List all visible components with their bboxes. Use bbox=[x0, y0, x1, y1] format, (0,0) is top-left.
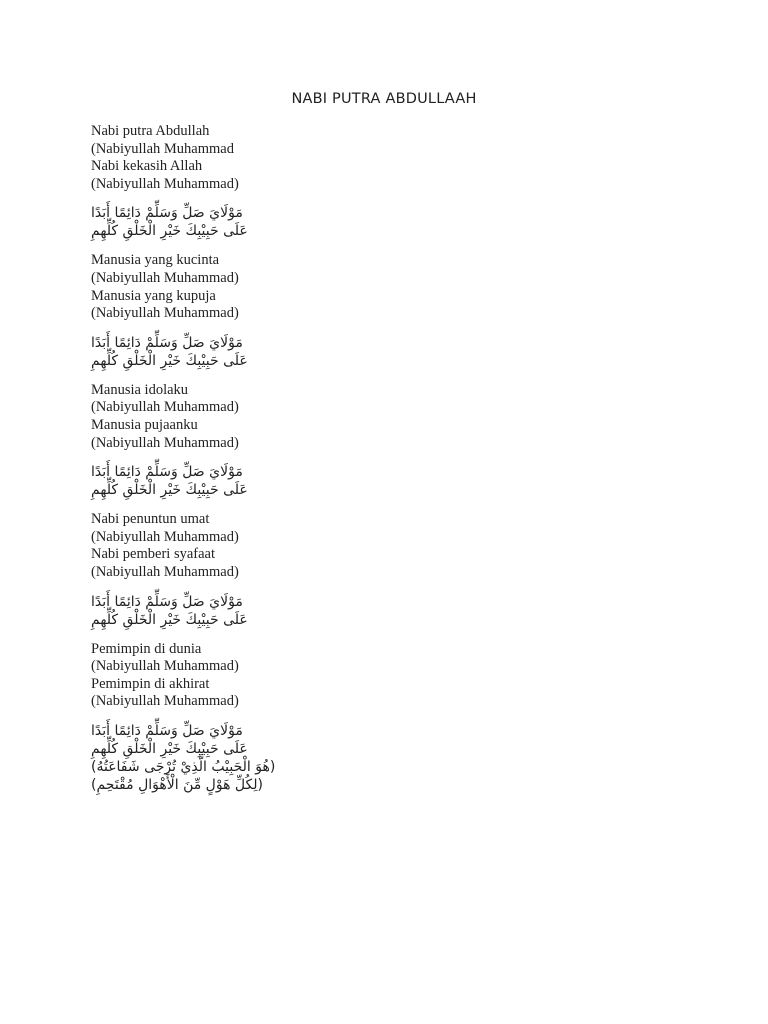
lyric-line: Manusia yang kucinta bbox=[91, 252, 220, 269]
arabic-line: (لِكُلِّ هَوْلٍ مِّنَ الْأَهْوَالِ مُقْتَحِمِ) bbox=[91, 776, 263, 793]
lyric-line: (Nabiyullah Muhammad) bbox=[91, 693, 239, 710]
lyric-line: Manusia yang kupuja bbox=[91, 287, 216, 304]
lyric-line: (Nabiyullah Muhammad) bbox=[91, 399, 239, 416]
arabic-refrain-1 bbox=[91, 204, 261, 240]
lyric-line: (Nabiyullah Muhammad) bbox=[91, 434, 239, 451]
arabic-line: عَلَى حَبِيْبِكَ خَيْرِ الْخَلْقِ كُلِّهِمِ bbox=[91, 223, 248, 240]
arabic-line: مَوْلَايَ صَلِّ وَسَلِّمْ دَائِمًا أَبَدًا bbox=[91, 722, 243, 739]
lyric-line: Pemimpin di dunia bbox=[91, 640, 202, 657]
lyric-line: (Nabiyullah Muhammad) bbox=[91, 563, 239, 580]
lyric-line: Nabi kekasih Allah bbox=[91, 158, 203, 175]
lyric-line: Manusia idolaku bbox=[91, 381, 189, 398]
lyric-line: (Nabiyullah Muhammad) bbox=[91, 658, 239, 675]
stanza-5 bbox=[91, 641, 511, 711]
lyric-line: (Nabiyullah Muhammad) bbox=[91, 175, 239, 192]
arabic-refrain-2 bbox=[91, 334, 261, 370]
lyric-line: Manusia pujaanku bbox=[91, 416, 198, 433]
arabic-refrain-5 bbox=[91, 722, 291, 794]
arabic-refrain-3 bbox=[91, 463, 261, 499]
lyric-line: (Nabiyullah Muhammad) bbox=[91, 528, 239, 545]
lyric-line: Nabi pemberi syafaat bbox=[91, 546, 216, 563]
arabic-line: عَلَى حَبِيْبِكَ خَيْرِ الْخَلْقِ كُلِّهِمِ bbox=[91, 740, 248, 757]
arabic-line: مَوْلَايَ صَلِّ وَسَلِّمْ دَائِمًا أَبَدًا bbox=[91, 593, 243, 610]
lyric-line: (Nabiyullah Muhammad) bbox=[91, 305, 239, 322]
lyric-line: (Nabiyullah Muhammad bbox=[91, 140, 234, 157]
lyric-line: Nabi putra Abdullah bbox=[91, 123, 210, 139]
lyric-line: Nabi penuntun umat bbox=[91, 511, 210, 528]
arabic-refrain-4 bbox=[91, 593, 261, 629]
stanza-3 bbox=[91, 382, 511, 452]
stanza-2 bbox=[91, 252, 511, 322]
arabic-line: مَوْلَايَ صَلِّ وَسَلِّمْ دَائِمًا أَبَدًا bbox=[91, 334, 243, 351]
arabic-line: (هُوَ الْحَبِيْبُ الَّذِيْ تُرْجَى شَفَاعَتُهُ) bbox=[91, 758, 276, 775]
stanza-4 bbox=[91, 511, 511, 581]
lyric-line: (Nabiyullah Muhammad) bbox=[91, 269, 239, 286]
page-title: NABI PUTRA ABDULLAAH bbox=[291, 91, 477, 107]
stanza-1 bbox=[91, 123, 511, 193]
song-lyrics bbox=[91, 123, 511, 806]
arabic-line: عَلَى حَبِيْبِكَ خَيْرِ الْخَلْقِ كُلِّهِمِ bbox=[91, 482, 248, 499]
arabic-line: عَلَى حَبِيْبِكَ خَيْرِ الْخَلْقِ كُلِّهِمِ bbox=[91, 352, 248, 369]
lyric-line: Pemimpin di akhirat bbox=[91, 675, 210, 692]
arabic-line: مَوْلَايَ صَلِّ وَسَلِّمْ دَائِمًا أَبَدًا bbox=[91, 464, 243, 481]
arabic-line: عَلَى حَبِيْبِكَ خَيْرِ الْخَلْقِ كُلِّهِمِ bbox=[91, 611, 248, 628]
arabic-line: مَوْلَايَ صَلِّ وَسَلِّمْ دَائِمًا أَبَدًا bbox=[91, 205, 243, 222]
